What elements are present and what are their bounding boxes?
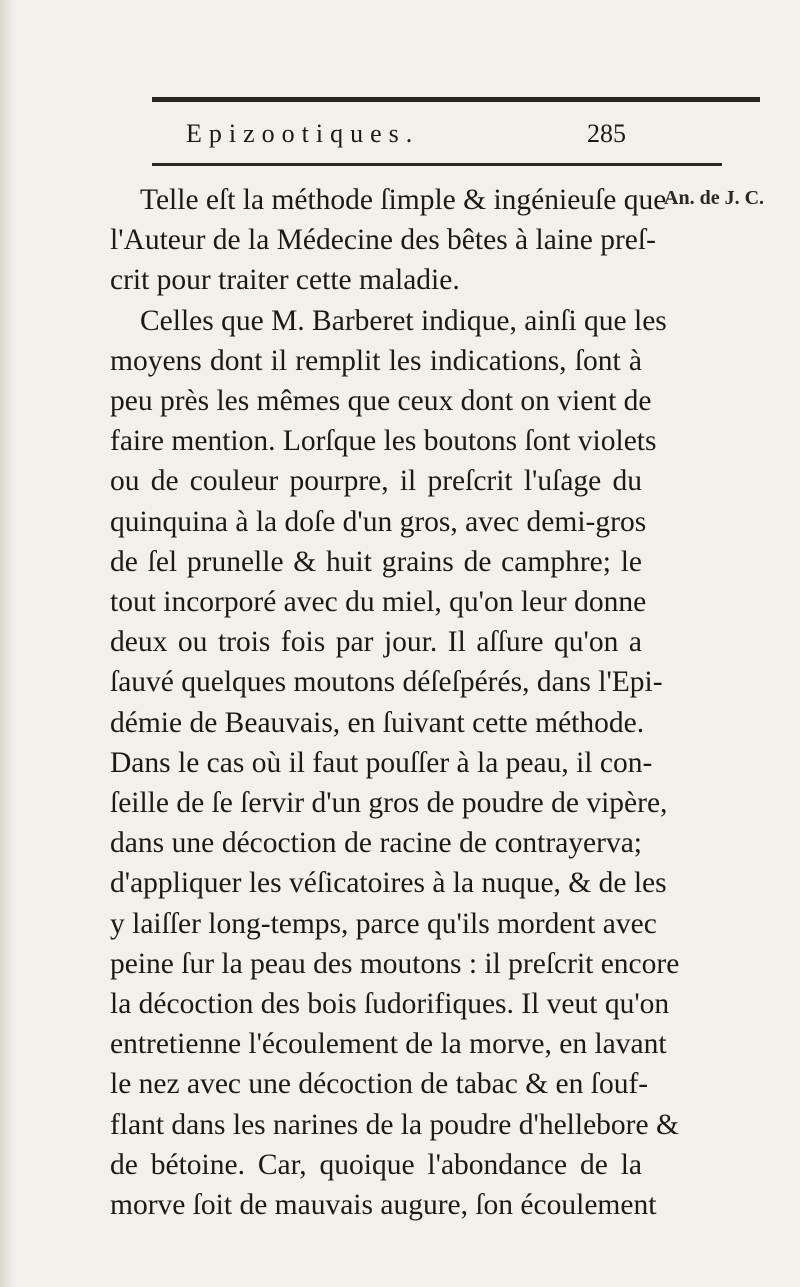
- text-line: flant dans les narines de la poudre d'hellebore &: [110, 1108, 679, 1141]
- text-line: y laiſſer long-temps, parce qu'ils mordent avec: [110, 907, 657, 940]
- header-rule-top: [152, 97, 760, 102]
- text-line: peu près les mêmes que ceux dont on vient de: [110, 385, 652, 418]
- running-head: Epizootiques.: [186, 119, 420, 148]
- text-line: peine ſur la peau des moutons : il preſcrit encore: [110, 947, 680, 980]
- text-line: la décoction des bois ſudorifiques. Il veut qu'on: [110, 988, 670, 1021]
- text-line: deux ou trois fois par jour. Il aſſure qu'on a: [110, 626, 642, 659]
- text-line: de bétoine. Car, quoique l'abondance de la: [110, 1148, 642, 1181]
- text-line: entretienne l'écoulement de la morve, en lavant: [110, 1028, 667, 1061]
- body-text: [110, 180, 680, 1225]
- margin-note: An. de J. C.: [664, 187, 765, 209]
- page-number: 285: [587, 119, 626, 148]
- text-line: le nez avec une décoction de tabac & en ſouf-: [110, 1068, 649, 1101]
- text-line: Dans le cas où il faut pouſſer à la peau, il con-: [110, 746, 653, 779]
- text-line: ſauvé quelques moutons déſeſpérés, dans l'Epi-: [110, 666, 663, 699]
- text-line: d'appliquer les véſicatoires à la nuque, & de les: [110, 867, 667, 900]
- text-line: moyens dont il remplit les indications, ſont à: [110, 344, 642, 377]
- page-header: [186, 114, 626, 154]
- text-line: quinquina à la doſe d'un gros, avec demi-gros: [110, 505, 647, 538]
- text-line: morve ſoit de mauvais augure, ſon écoulement: [110, 1189, 657, 1222]
- text-line: ou de couleur pourpre, il preſcrit l'uſage du: [110, 465, 642, 498]
- text-line: l'Auteur de la Médecine des bêtes à laine preſ-: [110, 224, 656, 257]
- text-line: Celles que M. Barberet indique, ainſi que les: [140, 304, 667, 337]
- header-rule-bottom: [152, 163, 722, 166]
- text-line: faire mention. Lorſque les boutons ſont violets: [110, 425, 657, 458]
- text-line: crit pour traiter cette maladie.: [110, 264, 460, 297]
- text-line: Telle eſt la méthode ſimple & ingénieuſe que: [140, 184, 667, 216]
- text-line: dans une décoction de racine de contrayerva;: [110, 827, 642, 860]
- text-line: ſeille de ſe ſervir d'un gros de poudre de vipère,: [110, 787, 668, 820]
- text-line: démie de Beauvais, en ſuivant cette méthode.: [110, 706, 645, 739]
- text-line: tout incorporé avec du miel, qu'on leur donne: [110, 586, 647, 619]
- text-line: de ſel prunelle & huit grains de camphre; le: [110, 545, 642, 578]
